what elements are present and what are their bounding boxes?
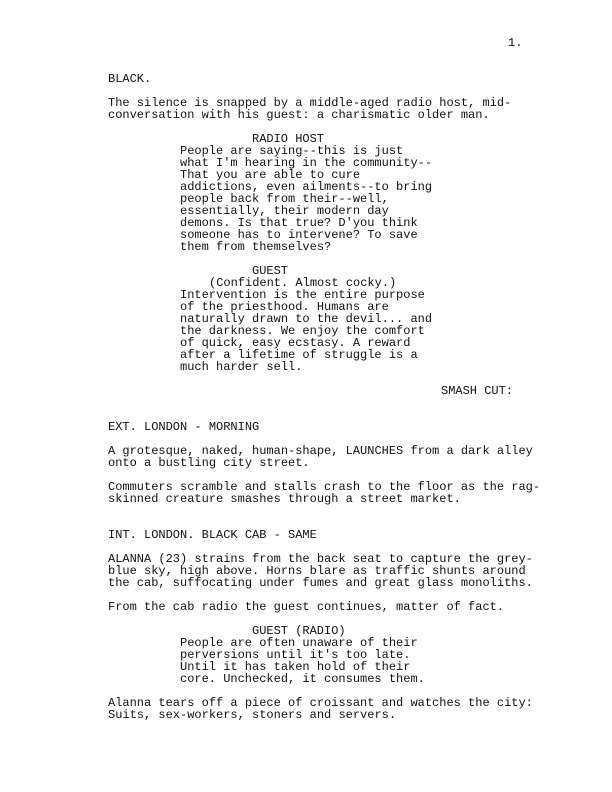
dialogue-text: People are often unaware of their perversions until it's too late. Until it has taken hold of their core. Unchecked, it consumes them.	[180, 636, 425, 686]
transition: SMASH CUT:	[441, 384, 514, 398]
action-paragraph: ALANNA (23) strains from the back seat to capture the grey- blue sky, high above. Horns blare as traffic shunts around the cab, suffocating under fumes and great glass monoliths.	[108, 552, 533, 590]
action-paragraph: From the cab radio the guest continues, matter of fact.	[108, 600, 505, 614]
action-paragraph: Alanna tears off a piece of croissant and watches the city: Suits, sex-workers, stoners and servers.	[108, 696, 533, 722]
action-paragraph: A grotesque, naked, human-shape, LAUNCHES from a dark alley onto a bustling city street.	[108, 444, 533, 470]
character-name: RADIO HOST	[252, 132, 325, 146]
dialogue-text: Intervention is the entire purpose of the priesthood. Humans are naturally drawn to the devil... and the darkness. We enjoy the comfort of quick, easy ecstasy. A reward after a lifetime of struggle is a much harder sell.	[180, 288, 433, 374]
page-number: 1.	[508, 36, 523, 50]
dialogue-text: People are saying--this is just what I'm hearing in the community-- That you are able to cure addictions, even ailments--to bring people back from their--well, essentially, their modern day demons. Is that true? D'you think someone has to intervene? To save them from themselves?	[180, 144, 433, 254]
action-paragraph: The silence is snapped by a middle-aged radio host, mid- conversation with his guest: a charismatic older man.	[108, 96, 512, 122]
action-paragraph: Commuters scramble and stalls crash to the floor as the rag- skinned creature smashes through a street market.	[108, 480, 541, 506]
parenthetical: (Confident. Almost cocky.)	[209, 276, 397, 290]
scene-heading: INT. LONDON. BLACK CAB - SAME	[108, 528, 317, 542]
opening-action: BLACK.	[108, 72, 152, 86]
character-name: GUEST	[252, 264, 289, 278]
character-name: GUEST (RADIO)	[252, 624, 346, 638]
scene-heading: EXT. LONDON - MORNING	[108, 420, 260, 434]
